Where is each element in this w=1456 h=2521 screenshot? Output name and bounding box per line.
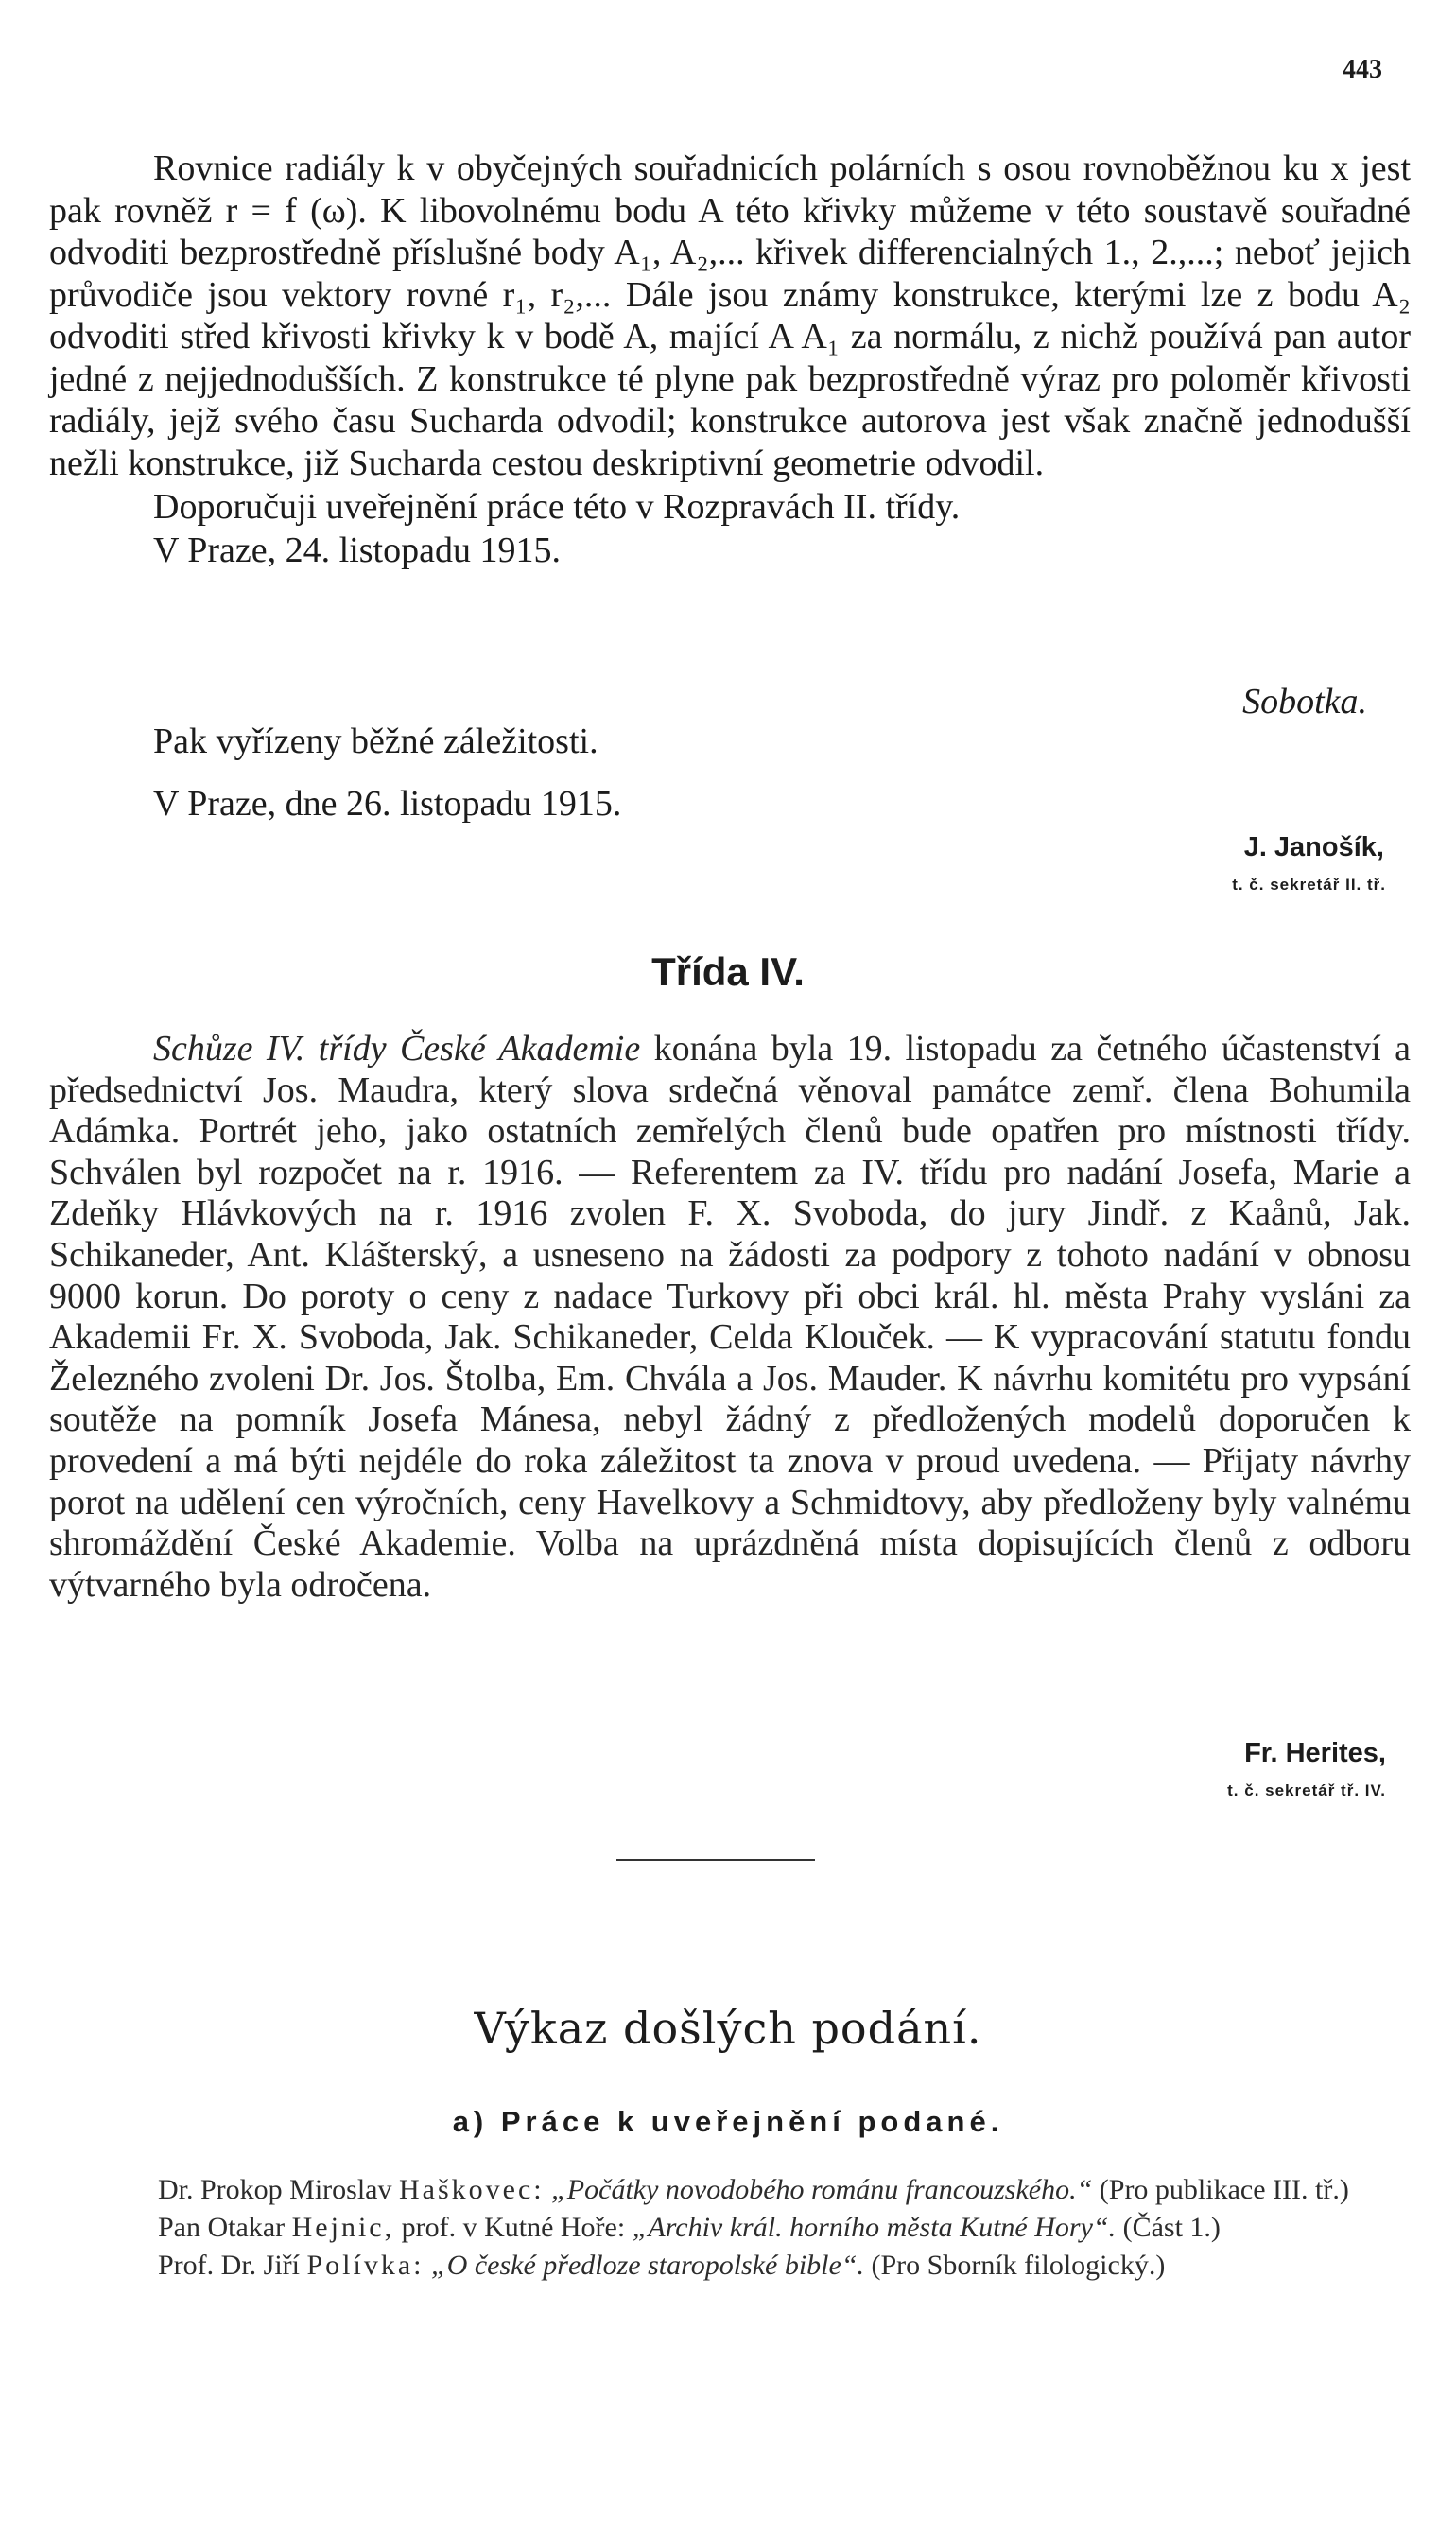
entry-note: (Pro Sborník filologický.) bbox=[871, 2250, 1166, 2281]
janosik-signature-title: t. č. sekretář II. tř. bbox=[1232, 876, 1386, 894]
herites-signature-name: Fr. Herites, bbox=[1244, 1738, 1386, 1768]
class-iv-paragraph bbox=[49, 1029, 1411, 1606]
submissions-subtitle: a) Práce k uveřejnění podané. bbox=[452, 2105, 1004, 2138]
report-section bbox=[49, 148, 1411, 571]
report-paragraph: Rovnice radiály k v obyčejných souřadnicích polárních s osou rovnoběžnou ku x jest pak rovněž r = f (ω). K libovolnému bodu A této křivky můžeme v této soustavě souřadné odvoditi bezprostředně příslušné body A₁, A₂,... křivek differencialných 1., 2.,...; neboť jejich průvodiče jsou vektory rovné r₁, r₂,... Dále jsou známy konstrukce, kterými lze z bodu A₂ odvoditi střed křivosti křivky k v bodě A, mající A A₁ za normálu, z nichž používá pan autor jedné z nejjednodušších. Z konstrukce té plyne pak bezprostředně výraz pro poloměr křivosti radiály, jejž svého času Sucharda odvodil; konstrukce autorova jest však značně jednodušší nežli konstrukce, již Sucharda cestou deskriptivní geometrie odvodil. bbox=[49, 148, 1411, 483]
report-signature: Sobotka. bbox=[1242, 682, 1367, 722]
submission-entry bbox=[49, 2247, 1411, 2285]
entry-title: „O české předloze staropolské bible“. bbox=[431, 2250, 864, 2281]
entry-note: (Pro publikace III. tř.) bbox=[1099, 2174, 1349, 2205]
report-date: V Praze, 24. listopadu 1915. bbox=[153, 530, 561, 570]
entry-author: Pan Otakar bbox=[158, 2212, 286, 2243]
submissions-list bbox=[49, 2171, 1411, 2285]
page-number: 443 bbox=[1343, 55, 1382, 84]
entry-title: „Počátky novodobého románu francouzského.“ bbox=[551, 2174, 1093, 2205]
class-iv-heading: Třída IV. bbox=[651, 949, 805, 994]
entry-title: „Archiv král. horního města Kutné Hory“. bbox=[632, 2212, 1117, 2243]
routine-text: Pak vyřízeny běžné záležitosti. bbox=[153, 722, 598, 761]
submission-entry bbox=[49, 2209, 1411, 2247]
entry-surname: Haškovec: bbox=[399, 2174, 545, 2205]
entry-surname: Hejnic, bbox=[291, 2212, 395, 2243]
class-iv-section bbox=[49, 1029, 1411, 1606]
submissions-title: Výkaz došlých podání. bbox=[474, 2003, 982, 2054]
herites-signature-title: t. č. sekretář tř. IV. bbox=[1227, 1782, 1386, 1799]
entry-note: (Část 1.) bbox=[1122, 2212, 1221, 2243]
class-iv-body: konána byla 19. listopadu za četného účastenství a předsednictví Jos. Maudra, který slova srdečná věnoval památce zemř. člena Bohumila Adámka. Portrét jeho, jako ostatních zemřelých členů bude opatřen pro místnosti třídy. Schválen byl rozpočet na r. 1916. — Referentem za IV. třídu pro nadání Josefa, Marie a Zdeňky Hlávkových na r. 1916 zvolen F. X. Svoboda, do jury Jindř. z Kaånů, Jak. Schikaneder, Ant. Klášterský, a usneseno na žádosti za podpory z tohoto nadání v obnosu 9000 korun. Do poroty o ceny z nadace Turkovy při obci král. hl. města Prahy vysláni za Akademii Fr. X. Svoboda, Jak. Schikaneder, Celda Klouček. — K vypracování statutu fondu Železného zvoleni Dr. Jos. Štolba, Em. Chvála a Jos. Mauder. K návrhu komitétu pro vypsání soutěže na pomník Josefa Mánesa, nebyl žádný z předložených modelů doporučen k provedení a má býti nejdéle do roka záležitost ta znova v proud uvedena. — Přijaty návrhy porot na udělení cen výročních, ceny Havelkovy a Schmidtovy, aby předloženy byly valnému shromáždění České Akademie. Volba na uprázdněná místa dopisujících členů z odboru výtvarného byla odročena. bbox=[49, 1029, 1411, 1605]
entry-surname: Polívka: bbox=[306, 2250, 425, 2281]
section-divider bbox=[616, 1859, 815, 1861]
routine-date: V Praze, dne 26. listopadu 1915. bbox=[153, 784, 622, 824]
janosik-signature-name: J. Janošík, bbox=[1243, 832, 1384, 862]
recommendation-text: Doporučuji uveřejnění práce této v Rozpravách II. třídy. bbox=[153, 487, 961, 527]
entry-author: Prof. Dr. Jiří bbox=[158, 2250, 300, 2281]
entry-affiliation: prof. v Kutné Hoře: bbox=[401, 2212, 626, 2243]
submission-entry bbox=[49, 2171, 1411, 2209]
entry-author: Dr. Prokop Miroslav bbox=[158, 2174, 392, 2205]
class-iv-lead: Schůze IV. třídy České Akademie bbox=[153, 1029, 641, 1069]
